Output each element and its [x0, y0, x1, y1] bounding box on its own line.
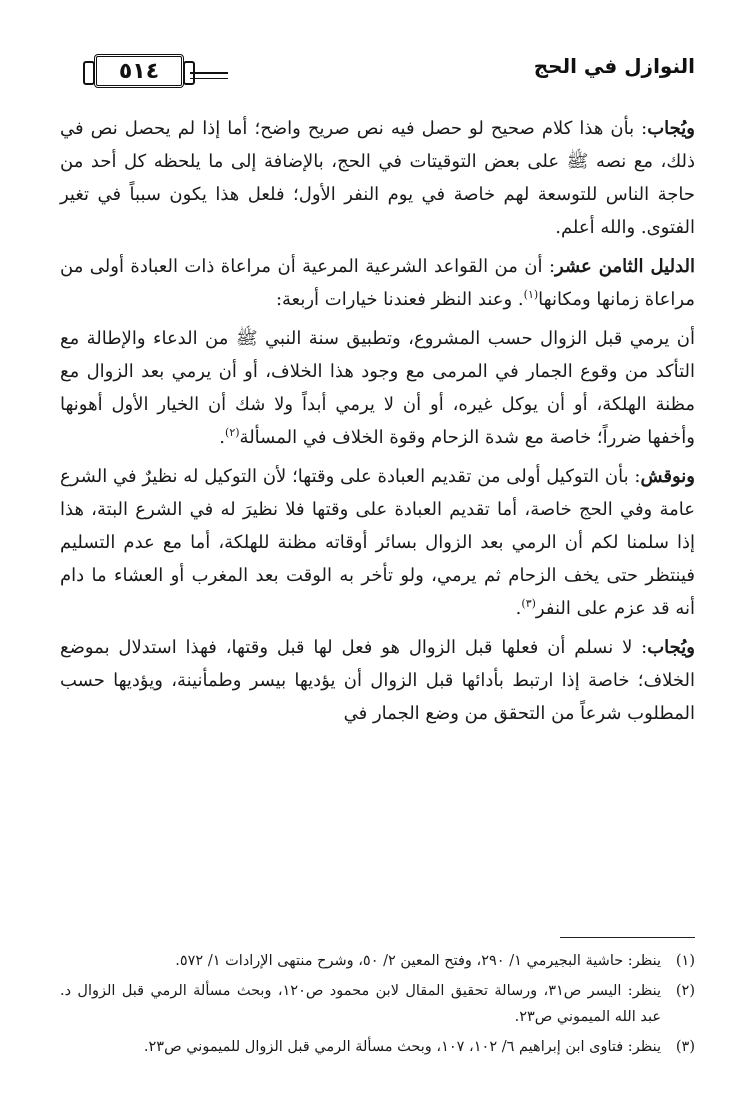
paragraph-text: : أن من القواعد الشرعية المرعية أن مراعاة ذات العبادة أولى من مراعاة زمانها ومكانها — [60, 256, 695, 310]
paragraph-lead: ونوقش — [640, 466, 695, 487]
header-rule-thin — [190, 78, 228, 79]
footnote-ref[interactable]: (١) — [523, 288, 539, 301]
footnote-text: ينظر: فتاوى ابن إبراهيم ٦/ ١٠٢، ١٠٧، وبحث مسألة الرمي قبل الزوال للميموني ص٢٣. — [143, 1039, 661, 1055]
paragraph-lead: الدليل الثامن عشر — [555, 256, 695, 277]
footnote-text: ينظر: اليسر ص٣١، ورسالة تحقيق المقال لابن محمود ص١٢٠، وبحث مسألة الرمي قبل الزوال د. عبد الله الميموني ص٢٣. — [60, 983, 661, 1025]
footnote-number: (١) — [675, 953, 695, 969]
running-title: النوازل في الحج — [533, 54, 695, 78]
footnote-ref[interactable]: (٢) — [225, 426, 240, 439]
footnote-separator — [560, 937, 695, 938]
footnotes — [60, 948, 695, 1064]
footnote — [60, 1034, 695, 1060]
paragraph — [60, 631, 695, 730]
paragraph-tail: . — [219, 427, 226, 448]
main-text — [60, 112, 695, 736]
page-number-ornament — [60, 50, 230, 90]
paragraph-text: أن يرمي قبل الزوال حسب المشروع، وتطبيق سنة النبي ﷺ من الدعاء والإطالة مع التأكد من وقوع الجمار في المرمى مع وجود هذا الخلاف، أو أن يرمي بعد الزوال مع مظنة الهلكة، أو أن يوكل غيره، أو أن لا يرمي أبداً ولا شك أن الخيار الأول أهونها وأخفها ضرراً؛ خاصة مع شدة الزحام وقوة الخلاف في المسألة — [60, 328, 695, 448]
footnote — [60, 948, 695, 974]
footnote-text: ينظر: حاشية البجيرمي ١/ ٢٩٠، وفتح المعين ٢/ ٥٠، وشرح منتهى الإرادات ١/ ٥٧٢. — [175, 953, 661, 969]
paragraph-text: : بأن التوكيل أولى من تقديم العبادة على وقتها؛ لأن التوكيل له نظيرٌ في الشرع عامة وفي الحج خاصة، أما تقديم العبادة على وقتها فلا نظيرَ له في الشرع البتة، هذا إذا سلمنا لكم أن الرمي بعد الزوال بسائر أوقاته مظنة للهلكة، أما مع عدم التسليم فينتظر حتى يخف الزحام ثم يرمي، ولو تأخر به الوقت بعد المغرب أو العشاء ما دام أنه قد عزم على النفر — [60, 466, 695, 619]
paragraph-text: : لا نسلم أن فعلها قبل الزوال هو فعل لها قبل وقتها، فهذا استدلال بموضع الخلاف؛ خاصة إذا ارتبط بأدائها قبل الزوال أن يؤديها بيسر وطمأنينة، ويؤديها حسب المطلوب شرعاً من التحقق من وضع الجمار في — [60, 637, 695, 724]
paragraph — [60, 460, 695, 625]
paragraph-tail: . — [515, 598, 522, 619]
paragraph — [60, 112, 695, 244]
paragraph-lead: ويُجاب — [647, 637, 695, 658]
paragraph-tail: . وعند النظر فعندنا خيارات أربعة: — [275, 289, 524, 310]
header-rule — [190, 72, 228, 74]
footnote-number: (٢) — [675, 983, 695, 999]
paragraph-text: : بأن هذا كلام صحيح لو حصل فيه نص صريح واضح؛ أما إذا لم يحصل نص في ذلك، مع نصه ﷺ على بعض التوقيتات في الحج، بالإضافة إلى ما يلحظه كل أحد من حاجة الناس للتوسعة لهم خاصة في يوم النفر الأول؛ فلعل هذا يكون سبباً في تغير الفتوى. والله أعلم. — [60, 118, 695, 238]
paragraph — [60, 322, 695, 454]
footnote-number: (٣) — [675, 1039, 695, 1055]
paragraph-lead: ويُجاب — [647, 118, 695, 139]
footnote — [60, 978, 695, 1030]
page-number: ٥١٤ — [94, 54, 184, 88]
paragraph — [60, 250, 695, 316]
page-header — [60, 48, 695, 96]
footnote-ref[interactable]: (٣) — [521, 597, 536, 610]
